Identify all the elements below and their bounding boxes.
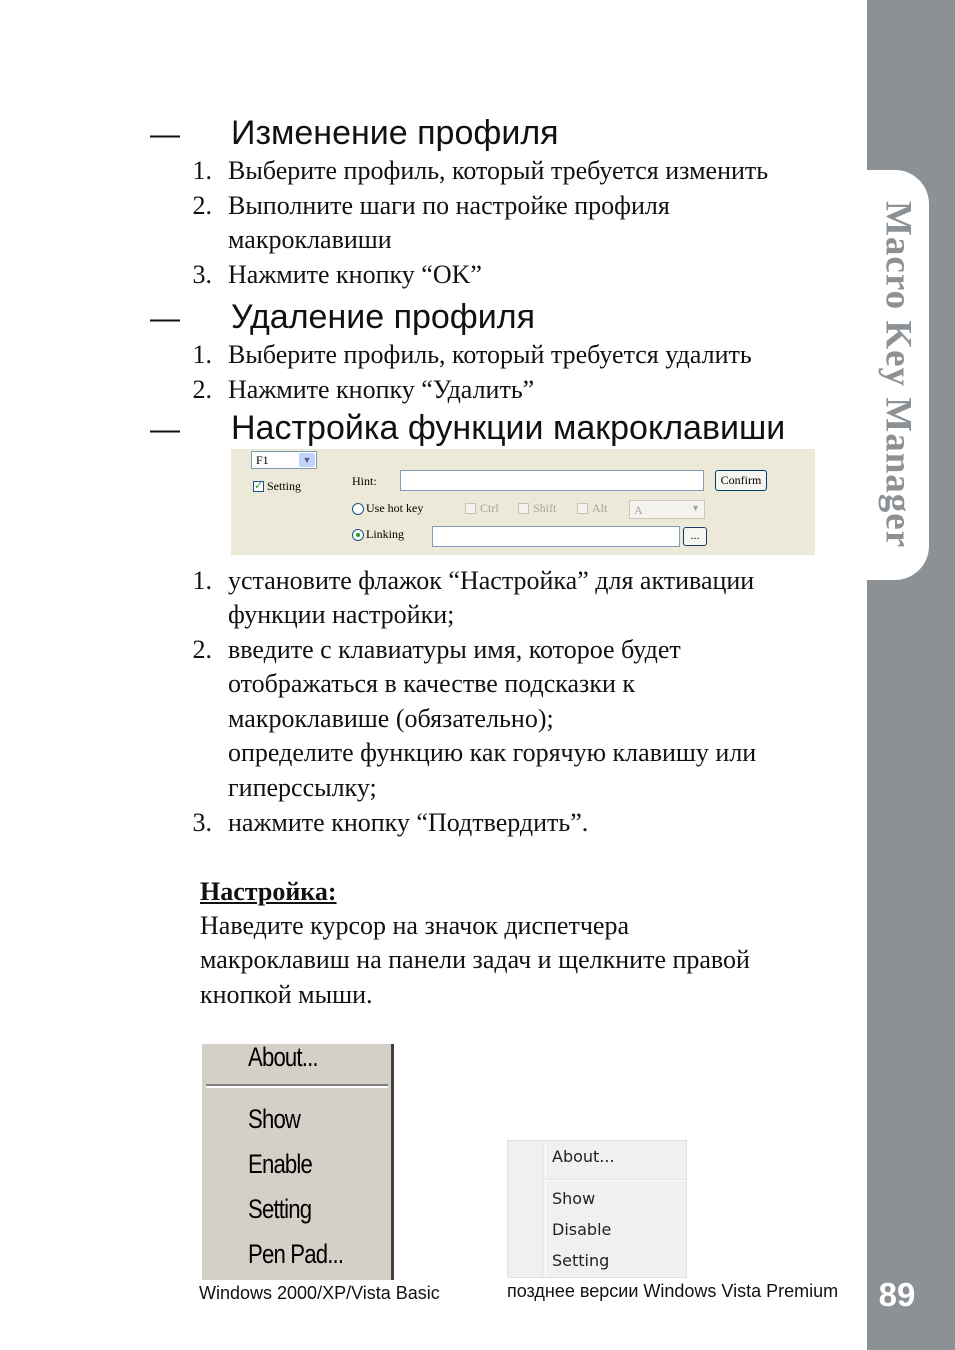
classic-menu-caption: Windows 2000/XP/Vista Basic: [199, 1283, 440, 1303]
step-number: 1.: [192, 156, 212, 185]
step-text: гиперссылку;: [228, 773, 377, 802]
menu-item-show[interactable]: Show: [552, 1189, 596, 1208]
chevron-down-icon[interactable]: ▼: [299, 453, 315, 467]
key-select[interactable]: [251, 451, 317, 469]
shift-checkbox[interactable]: [518, 503, 529, 514]
linking-input[interactable]: [432, 526, 680, 547]
step-number: 2.: [192, 375, 212, 404]
menu-item-disable[interactable]: Disable: [552, 1220, 612, 1239]
sidebar-title: Macro Key Manager: [877, 201, 919, 549]
hotkey-radio[interactable]: [352, 503, 364, 515]
section-dash: —: [150, 413, 180, 446]
key-select-value: F1: [256, 453, 269, 467]
step-text: отображаться в качестве подсказки к: [228, 669, 635, 698]
note-title: Настройка:: [200, 877, 337, 906]
hint-input[interactable]: [400, 470, 704, 491]
menu-item-enable[interactable]: Enable: [248, 1149, 313, 1179]
browse-button[interactable]: ...: [683, 527, 707, 546]
hotkey-key-select[interactable]: [629, 500, 705, 519]
hotkey-label: Use hot key: [366, 501, 424, 515]
step-number: 1.: [192, 340, 212, 369]
step-text: Выберите профиль, который требуется удалить: [228, 340, 752, 369]
classic-context-menu: [202, 1044, 394, 1280]
setting-checkbox[interactable]: [253, 481, 264, 492]
step-text: макроклавише (обязательно);: [228, 704, 554, 733]
note-text: макроклавиш на панели задач и щелкните правой: [200, 945, 750, 974]
step-text: Выберите профиль, который требуется изменить: [228, 156, 769, 185]
linking-label: Linking: [366, 527, 404, 541]
menu-item-about[interactable]: About...: [552, 1147, 615, 1166]
step-text: функции настройки;: [228, 600, 455, 629]
menu-separator: [206, 1084, 388, 1088]
menu-icon-gutter: [542, 1141, 546, 1277]
menu-item-pen-pad[interactable]: Pen Pad...: [248, 1239, 344, 1269]
section-dash: —: [150, 302, 180, 335]
step-text: макроклавиши: [228, 225, 392, 254]
section-heading: Настройка функции макроклавиши: [231, 409, 786, 447]
step-text: Нажмите кнопку “OK”: [228, 260, 482, 289]
alt-checkbox[interactable]: [577, 503, 588, 514]
menu-item-show[interactable]: Show: [248, 1104, 301, 1134]
step-number: 2.: [192, 191, 212, 220]
hotkey-key-value: A: [634, 503, 643, 517]
ctrl-checkbox[interactable]: [465, 503, 476, 514]
alt-label: Alt: [592, 501, 608, 515]
section-dash: —: [150, 118, 180, 151]
hint-label: Hint:: [352, 474, 377, 488]
confirm-button[interactable]: Confirm: [715, 470, 767, 491]
note-text: Наведите курсор на значок диспетчера: [200, 911, 629, 940]
ctrl-label: Ctrl: [480, 501, 499, 515]
step-number: 2.: [192, 635, 212, 664]
section-heading: Удаление профиля: [231, 298, 536, 336]
step-text: Выполните шаги по настройке профиля: [228, 191, 670, 220]
step-number: 3.: [192, 260, 212, 289]
shift-label: Shift: [533, 501, 557, 515]
menu-item-setting[interactable]: Setting: [248, 1194, 312, 1224]
step-text: установите флажок “Настройка” для активации: [228, 566, 755, 595]
note-text: кнопкой мыши.: [200, 980, 373, 1009]
page-number: 89: [878, 1276, 916, 1313]
step-text: определите функцию как горячую клавишу или: [228, 738, 757, 767]
step-text: введите с клавиатуры имя, которое будет: [228, 635, 681, 664]
vista-menu-caption: позднее версии Windows Vista Premium: [507, 1281, 839, 1301]
step-number: 1.: [192, 566, 212, 595]
step-number: 3.: [192, 808, 212, 837]
linking-radio[interactable]: [352, 529, 364, 541]
menu-separator: [544, 1179, 686, 1181]
vista-context-menu: [507, 1140, 687, 1278]
menu-item-about[interactable]: About...: [248, 1042, 318, 1072]
section-heading: Изменение профиля: [231, 114, 559, 152]
setting-dialog: [231, 449, 815, 555]
setting-label: Setting: [267, 479, 302, 493]
step-text: Нажмите кнопку “Удалить”: [228, 375, 535, 404]
menu-item-setting[interactable]: Setting: [552, 1251, 610, 1270]
step-text: нажмите кнопку “Подтвердить”.: [228, 808, 589, 837]
chevron-down-icon: ▼: [691, 503, 700, 513]
